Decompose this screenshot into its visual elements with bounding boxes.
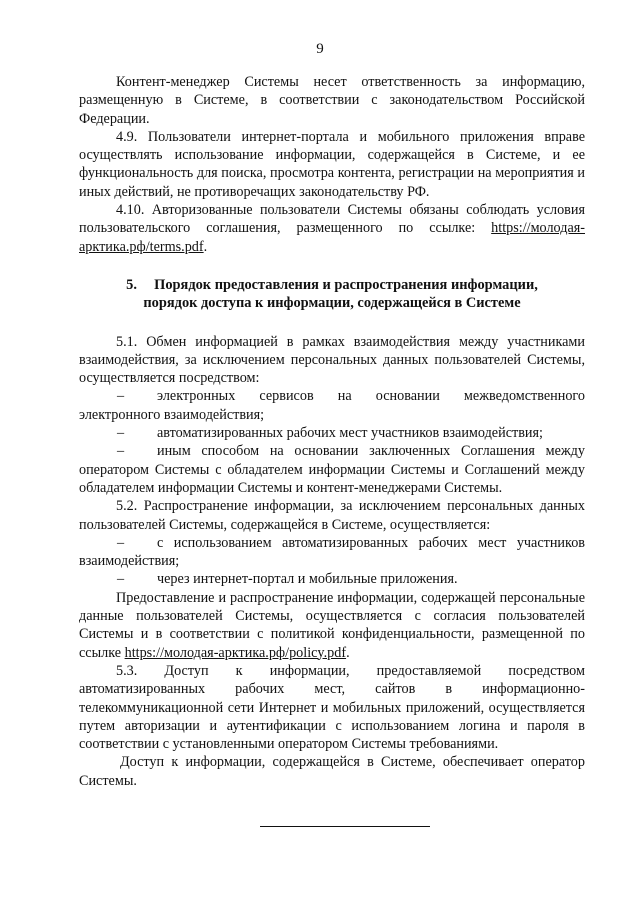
paragraph-personal-data-text: Предоставление и распространение информации, содержащей персональные данные пользователей Системы, осуществляется с согласия пользователей Системы и в соответствии с политикой конфиденциальности, размещенной по ссылке: [79, 589, 585, 661]
list-item: [79, 534, 585, 571]
end-divider-line: [260, 826, 430, 827]
list-item-text: автоматизированных рабочих мест участников взаимодействия;: [157, 425, 543, 442]
paragraph-5-1: 5.1. Обмен информацией в рамках взаимодействия между участниками взаимодействия, за исключением персональных данных пользователей Системы, осуществляется посредством:: [79, 333, 585, 387]
paragraph-4-9: 4.9. Пользователи интернет-портала и мобильного приложения вправе осуществлять использование информации, содержащейся в Системе, и ее функциональность для поиска, просмотра контента, регистрации на мероприятия и иных действий, не противоречащих законодательству РФ.: [79, 128, 585, 200]
dash-marker: –: [117, 571, 125, 588]
dash-marker: –: [117, 425, 125, 442]
list-item-text: через интернет-портал и мобильные приложения.: [157, 571, 458, 588]
paragraph-content-manager: Контент-менеджер Системы несет ответственность за информацию, размещенную в Системе, в соответствии с законодательством Российской Федерации.: [79, 74, 585, 127]
section-5-heading: [79, 276, 585, 313]
terms-link[interactable]: https://молодая-арктика.рф/terms.pdf: [79, 220, 585, 255]
dash-marker: –: [117, 443, 125, 460]
list-item-text: иным способом на основании заключенных Соглашения между оператором Системы с обладателем информации Системы и Соглашений между обладателем информации Системы и контент-менеджерами Системы.: [79, 443, 585, 496]
list-item: [79, 442, 585, 497]
paragraph-personal-data: [79, 589, 585, 662]
paragraph-4-10: [79, 201, 585, 256]
list-item: [79, 570, 585, 588]
dash-marker: –: [117, 534, 125, 551]
dash-marker: –: [117, 388, 125, 405]
policy-link[interactable]: https://молодая-арктика.рф/policy.pdf: [124, 644, 347, 661]
section-5-title-line1: Порядок предоставления и распространения информации,: [154, 276, 538, 293]
paragraph-personal-data-end: .: [346, 644, 350, 661]
paragraph-5-3: 5.3. Доступ к информации, предоставляемой посредством автоматизированных рабочих мест, сайтов в информационно-телекоммуникационной сети Интернет и мобильных приложений, осуществляется путем авторизации и аутентификации с использованием логина и пароля в соответствии с установленными оператором Системы требованиями.: [79, 662, 585, 753]
document-body: [79, 73, 585, 790]
paragraph-access-operator: Доступ к информации, содержащейся в Системе, обеспечивает оператор Системы.: [79, 754, 585, 789]
paragraph-5-2: 5.2. Распространение информации, за исключением персональных данных пользователей Системы, содержащейся в Системе, осуществляется:: [79, 498, 585, 533]
paragraph-4-10-text: 4.10. Авторизованные пользователи Системы обязаны соблюдать условия пользовательского соглашения, размещенного по ссылке:: [79, 202, 585, 237]
page-number: 9: [316, 41, 324, 57]
list-item-text: электронных сервисов на основании межведомственного электронного взаимодействия;: [79, 388, 585, 423]
list-item: [79, 387, 585, 424]
list-item: [79, 424, 585, 442]
section-5-number: 5.: [126, 276, 137, 293]
paragraph-4-10-end: .: [203, 238, 208, 255]
list-item-text: с использованием автоматизированных рабочих мест участников взаимодействия;: [79, 534, 585, 570]
section-5-title-line2: порядок доступа к информации, содержащейся в Системе: [143, 295, 521, 312]
